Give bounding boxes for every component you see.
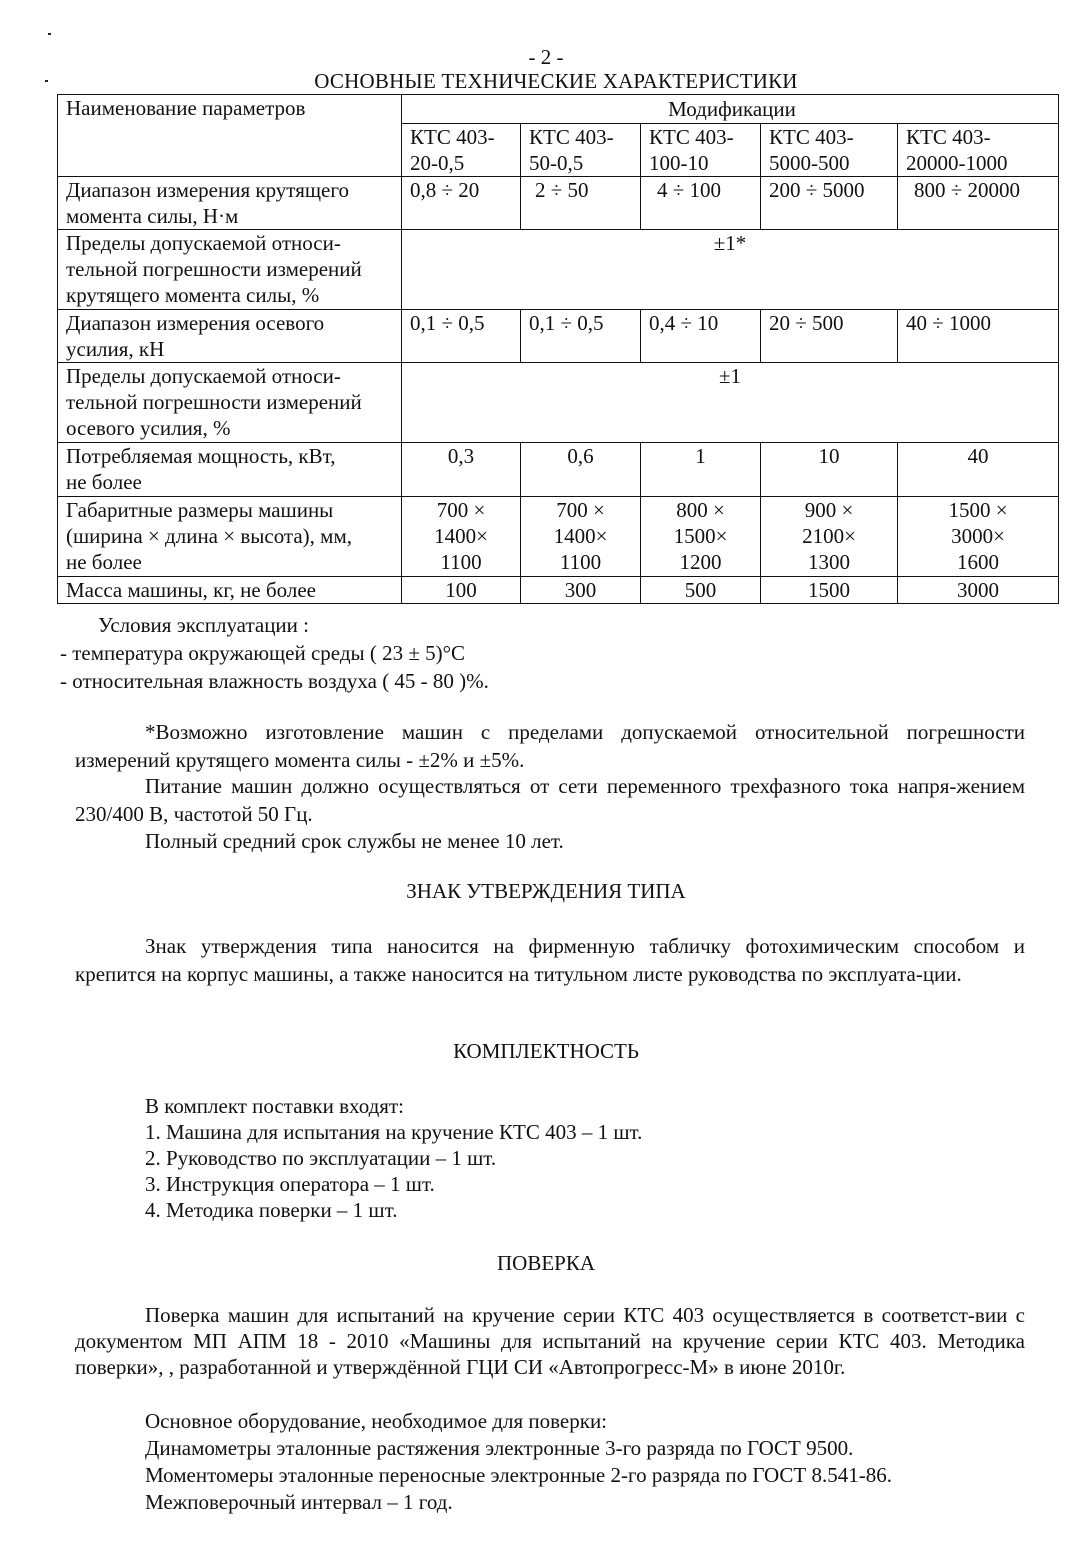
- table-row: [58, 310, 1059, 363]
- model-header: КТС 403- 20000-1000: [898, 124, 1059, 177]
- value-cell: 40: [898, 443, 1059, 497]
- value-cell: 200 ÷ 5000: [761, 177, 898, 230]
- value-cell: 700 × 1400× 1100: [402, 497, 521, 577]
- value-cell: 800 ÷ 20000: [898, 177, 1059, 230]
- param-name: Пределы допускаемой относи- тельной погрешности измерений крутящего момента силы, %: [58, 230, 402, 310]
- param-name: Потребляемая мощность, кВт, не более: [58, 443, 402, 497]
- value-cell: 1500: [761, 577, 898, 604]
- completeness-intro: В комплект поставки входят:: [145, 1094, 404, 1118]
- equipment-item: Межповерочный интервал – 1 год.: [145, 1490, 453, 1514]
- param-name: Диапазон измерения крутящего момента силы, Н·м: [58, 177, 402, 230]
- value-cell: 300: [521, 577, 641, 604]
- value-cell: 0,4 ÷ 10: [641, 310, 761, 363]
- value-cell: 0,8 ÷ 20: [402, 177, 521, 230]
- value-cell: 900 × 2100× 1300: [761, 497, 898, 577]
- param-name: Пределы допускаемой относи- тельной погрешности измерений осевого усилия, %: [58, 363, 402, 443]
- model-header: КТС 403- 100-10: [641, 124, 761, 177]
- value-cell: 20 ÷ 500: [761, 310, 898, 363]
- param-name: Масса машины, кг, не более: [58, 577, 402, 604]
- merged-value-cell: ±1: [402, 363, 1059, 443]
- list-item: 3. Инструкция оператора – 1 шт.: [145, 1172, 435, 1196]
- page-number: - 2 -: [528, 45, 564, 69]
- value-cell: 1: [641, 443, 761, 497]
- table-row: [58, 177, 1059, 230]
- scan-speck: [48, 33, 51, 35]
- value-cell: 40 ÷ 1000: [898, 310, 1059, 363]
- table-row: [58, 230, 1059, 310]
- power-paragraph: Питание машин должно осуществляться от сети переменного трехфазного тока напря-жением 230/400 В, частотой 50 Гц.: [75, 774, 1025, 826]
- value-cell: 4 ÷ 100: [641, 177, 761, 230]
- value-cell: 3000: [898, 577, 1059, 604]
- conditions-title: Условия эксплуатации :: [98, 613, 309, 637]
- value-cell: 100: [402, 577, 521, 604]
- value-cell: 0,1 ÷ 0,5: [521, 310, 641, 363]
- model-header: КТС 403- 50-0,5: [521, 124, 641, 177]
- modifications-header: Модификации: [402, 95, 1059, 124]
- model-header: КТС 403- 20-0,5: [402, 124, 521, 177]
- equipment-item: Моментомеры эталонные переносные электронные 2-го разряда по ГОСТ 8.541-86.: [145, 1463, 892, 1487]
- model-header: КТС 403- 5000-500: [761, 124, 898, 177]
- verification-heading: ПОВЕРКА: [496, 1251, 596, 1275]
- verification-paragraph: Поверка машин для испытаний на кручение серии КТС 403 осуществляется в соответст-вии с документом МП АПМ 18 - 2010 «Машины для испытаний на кручение серии КТС 403. Методика поверки», , разработанной и утверждённой ГЦИ СИ «Автопрогресс-М» в июне 2010г.: [75, 1303, 1025, 1379]
- value-cell: 1500 × 3000× 1600: [898, 497, 1059, 577]
- value-cell: 500: [641, 577, 761, 604]
- value-cell: 800 × 1500× 1200: [641, 497, 761, 577]
- value-cell: 10: [761, 443, 898, 497]
- param-name: Диапазон измерения осевого усилия, кН: [58, 310, 402, 363]
- param-header-cell: Наименование параметров: [58, 95, 402, 177]
- footnote-paragraph: *Возможно изготовление машин с пределами допускаемой относительной погрешности измерений крутящего момента силы - ±2% и ±5%.: [75, 720, 1025, 772]
- specifications-table: [57, 94, 1059, 604]
- table-row: [58, 363, 1059, 443]
- service-life-text: Полный средний срок службы не менее 10 лет.: [145, 829, 564, 853]
- condition-item: - температура окружающей среды ( 23 ± 5)°С: [60, 641, 466, 665]
- merged-value-cell: ±1*: [402, 230, 1059, 310]
- value-cell: 0,3: [402, 443, 521, 497]
- approval-paragraph: Знак утверждения типа наносится на фирменную табличку фотохимическим способом и крепится на корпус машины, а также наносится на титульном листе руководства по эксплуата-ции.: [75, 934, 1025, 986]
- value-cell: 0,1 ÷ 0,5: [402, 310, 521, 363]
- param-name: Габаритные размеры машины (ширина × длина × высота), мм, не более: [58, 497, 402, 577]
- list-item: 1. Машина для испытания на кручение КТС 403 – 1 шт.: [145, 1120, 643, 1144]
- completeness-heading: КОМПЛЕКТНОСТЬ: [453, 1039, 639, 1063]
- equipment-item: Динамометры эталонные растяжения электронные 3-го разряда по ГОСТ 9500.: [145, 1436, 854, 1460]
- approval-heading: ЗНАК УТВЕРЖДЕНИЯ ТИПА: [406, 879, 686, 903]
- value-cell: 2 ÷ 50: [521, 177, 641, 230]
- condition-item: - относительная влажность воздуха ( 45 - 80 )%.: [60, 669, 489, 693]
- value-cell: 700 × 1400× 1100: [521, 497, 641, 577]
- list-item: 4. Методика поверки – 1 шт.: [145, 1198, 398, 1222]
- page-title: ОСНОВНЫЕ ТЕХНИЧЕСКИЕ ХАРАКТЕРИСТИКИ: [314, 69, 798, 93]
- list-item: 2. Руководство по эксплуатации – 1 шт.: [145, 1146, 497, 1170]
- table-row: [58, 497, 1059, 577]
- table-row: [58, 577, 1059, 604]
- table-row: [58, 443, 1059, 497]
- value-cell: 0,6: [521, 443, 641, 497]
- equipment-title: Основное оборудование, необходимое для поверки:: [145, 1409, 608, 1433]
